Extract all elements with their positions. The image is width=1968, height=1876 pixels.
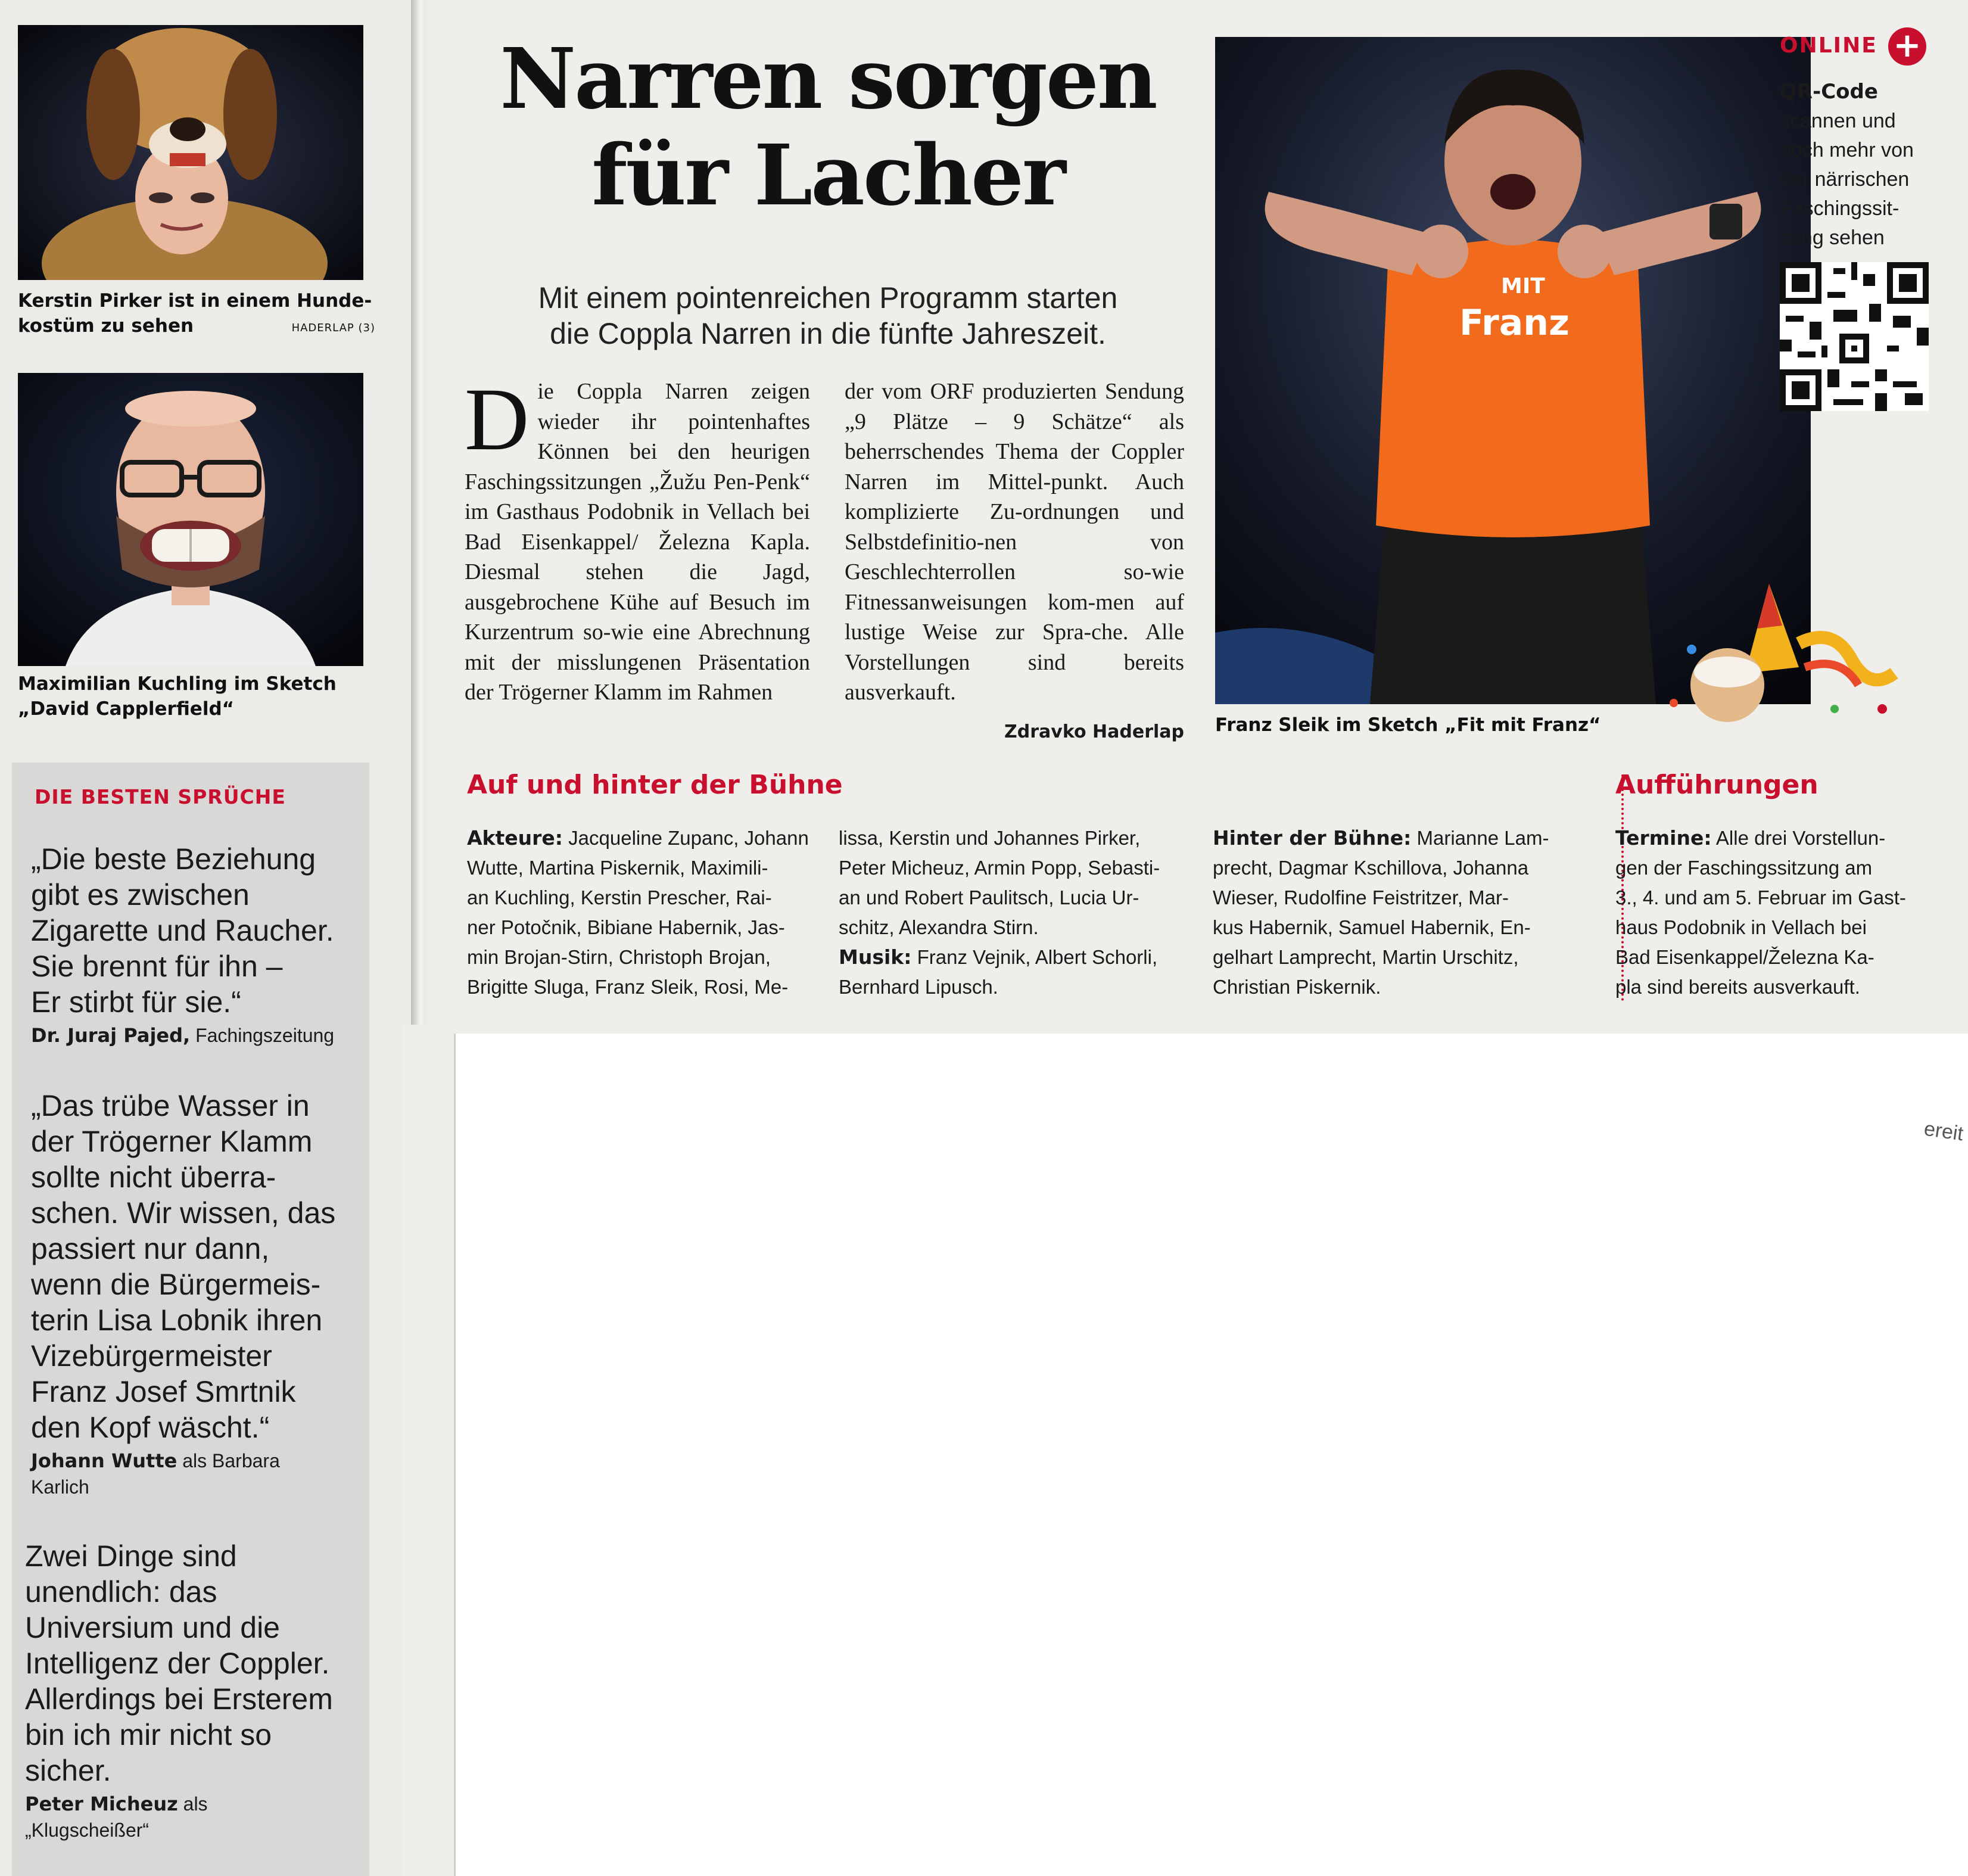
quote-1-author-name: Dr. Juraj Pajed, — [31, 1024, 191, 1047]
actors-line: an und Robert Paulitsch, Lucia Ur- — [839, 886, 1139, 909]
quote-3-author-name: Peter Micheuz — [25, 1793, 178, 1815]
music-line: Bernhard Lipusch. — [839, 976, 998, 998]
drop-cap: D — [465, 370, 530, 469]
backstage-column — [1213, 823, 1570, 1002]
backstage-line: Marianne Lam- — [1416, 827, 1549, 849]
quote-2-line: Franz Josef Smrtnik — [31, 1375, 296, 1408]
actors-line: an Kuchling, Kerstin Prescher, Rai- — [467, 886, 772, 909]
article-headline — [453, 31, 1203, 224]
photo2-caption-line2: „David Capplerfield“ — [18, 698, 235, 720]
photo-man-with-teeth — [18, 373, 363, 666]
quote-3 — [25, 1538, 365, 1843]
quote-1-line: „Die beste Beziehung — [31, 842, 316, 876]
quote-1-author — [31, 1022, 365, 1049]
quote-1-author-role: Fachingszeitung — [195, 1025, 335, 1046]
quote-3-line: unendlich: das — [25, 1575, 217, 1609]
quote-2-line: den Kopf wäscht.“ — [31, 1411, 270, 1444]
quote-3-line: bin ich mir nicht so — [25, 1718, 272, 1751]
quote-3-line: Intelligenz der Coppler. — [25, 1647, 330, 1680]
actors-line: Peter Micheuz, Armin Popp, Sebasti- — [839, 857, 1160, 879]
photo1-caption — [18, 288, 375, 338]
performances-line: Bad Eisenkappel/Železna Ka- — [1615, 946, 1874, 968]
quote-2-line: schen. Wir wissen, das — [31, 1196, 336, 1230]
photo1-caption-line1: Kerstin Pirker ist in einem Hunde- — [18, 290, 372, 312]
dates-label: Termine: — [1615, 826, 1712, 850]
performances-line: Alle drei Vorstellun- — [1715, 827, 1886, 849]
qr-line: der närrischen — [1780, 168, 1910, 191]
quote-1-line: Sie brennt für ihn – — [31, 950, 283, 983]
quote-1-line: gibt es zwischen — [31, 878, 250, 911]
plus-icon: + — [1888, 27, 1926, 66]
qr-line: zung sehen — [1780, 226, 1885, 249]
quote-3-line: Zwei Dinge sind — [25, 1539, 237, 1573]
performances-line: pla sind bereits ausverkauft. — [1615, 976, 1860, 998]
photo2-caption-line1: Maximilian Kuchling im Sketch — [18, 673, 337, 695]
headline-line-1: Narren sorgen — [500, 30, 1156, 128]
article-body-column-1 — [465, 370, 810, 708]
actors-label: Akteure: — [467, 826, 563, 850]
edge-text-fragment: ereit — [1922, 1117, 1965, 1146]
quote-3-line: sicher. — [25, 1754, 111, 1787]
backstage-label: Hinter der Bühne: — [1213, 826, 1412, 850]
actors-line: Jacqueline Zupanc, Johann — [568, 827, 809, 849]
behind-stage-heading: Auf und hinter der Bühne — [467, 770, 843, 800]
qr-line: scannen und — [1780, 110, 1896, 132]
photo2-caption — [18, 671, 375, 721]
qr-line: noch mehr von — [1780, 139, 1914, 161]
qr-description — [1780, 77, 1953, 253]
performances-heading — [1615, 770, 1818, 800]
performances-text — [1615, 823, 1925, 1002]
quote-2-author-role: als Barbara — [182, 1450, 280, 1471]
online-label: ONLINE — [1780, 33, 1877, 58]
photo-credit: HADERLAP (3) — [291, 322, 375, 334]
backstage-line: Christian Piskernik. — [1213, 976, 1381, 998]
performances-line: haus Podobnik in Vellach bei — [1615, 916, 1867, 938]
quote-3-author — [25, 1791, 365, 1843]
quote-2-line: terin Lisa Lobnik ihren — [31, 1303, 323, 1337]
actors-line: Wutte, Martina Piskernik, Maximili- — [467, 857, 768, 879]
quote-2-author-name: Johann Wutte — [31, 1449, 178, 1472]
article-body-column-2 — [845, 377, 1184, 747]
blank-sheet — [454, 1034, 1968, 1876]
qr-title: QR-Code — [1780, 80, 1878, 104]
quote-2-line: passiert nur dann, — [31, 1232, 270, 1265]
actors-line: schitz, Alexandra Stirn. — [839, 916, 1039, 938]
headline-line-2: für Lacher — [591, 127, 1064, 225]
performances-line: gen der Faschingssitzung am — [1615, 857, 1873, 879]
carnival-decoration-image — [1656, 572, 1918, 727]
photo-dog-costume — [18, 25, 363, 280]
quote-1-line: Zigarette und Raucher. — [31, 914, 334, 947]
main-photo-caption: Franz Sleik im Sketch „Fit mit Franz“ — [1215, 714, 1601, 736]
quote-3-author-role: als — [183, 1793, 208, 1815]
actors-line: min Brojan-Stirn, Christoph Brojan, — [467, 946, 771, 968]
actors-line: Brigitte Sluga, Franz Sleik, Rosi, Me- — [467, 976, 789, 998]
shirt-text-mit: MIT — [1501, 274, 1545, 298]
actors-line: lissa, Kerstin und Johannes Pirker, — [839, 827, 1141, 849]
quote-2-line: „Das trübe Wasser in — [31, 1089, 310, 1122]
subhead-line-1: Mit einem pointenreichen Programm starten — [538, 281, 1118, 315]
shirt-text-franz: Franz — [1459, 302, 1570, 344]
backstage-line: precht, Dagmar Kschillova, Johanna — [1213, 857, 1529, 879]
music-line: Franz Vejnik, Albert Schorli, — [917, 946, 1158, 968]
quote-2 — [31, 1088, 365, 1500]
quote-2-line: sollte nicht überra- — [31, 1161, 276, 1194]
qr-line: Faschingssit- — [1780, 197, 1900, 220]
subhead-line-2: die Coppla Narren in die fünfte Jahreszeit. — [550, 317, 1106, 350]
actors-column-2 — [839, 823, 1190, 1002]
backstage-line: Wieser, Rudolfine Feistritzer, Mar- — [1213, 886, 1509, 909]
article-body-text-1: ie Coppla Narren zeigen wieder ihr pointenhaftes Können bei den heurigen Faschingssitzungen „Žužu Pen-Penk“ im Gasthaus Podobnik in Vellach bei Bad Eisenkappel/ Železna Kapla. Diesmal stehen die Jagd, ausgebrochene Kühe auf Besuch im Kurzentrum so-wie eine Abrechnung mit der misslungenen Präsentation der Trögerner Klamm im Rahmen — [465, 379, 810, 705]
actors-line: ner Potočnik, Bibiane Habernik, Jas- — [467, 916, 785, 938]
quote-3-author-role-line2: „Klugscheißer“ — [25, 1819, 150, 1841]
actors-column-1 — [467, 823, 812, 1002]
quote-2-line: der Trögerner Klamm — [31, 1125, 313, 1158]
backstage-line: kus Habernik, Samuel Habernik, En- — [1213, 916, 1531, 938]
article-subheading — [453, 280, 1203, 351]
backstage-line: gelhart Lamprecht, Martin Urschitz, — [1213, 946, 1519, 968]
quote-3-line: Universium und die — [25, 1611, 280, 1644]
music-label: Musik: — [839, 945, 912, 969]
quote-3-line: Allerdings bei Ersterem — [25, 1682, 333, 1716]
quote-2-author — [31, 1448, 365, 1500]
paper-strip — [403, 1025, 456, 1876]
quotes-heading: DIE BESTEN SPRÜCHE — [35, 785, 286, 808]
qr-code-icon[interactable] — [1780, 262, 1929, 411]
quote-2-line: wenn die Bürgermeis- — [31, 1268, 321, 1301]
quote-2-author-role-line2: Karlich — [31, 1476, 89, 1498]
quote-2-line: Vizebürgermeister — [31, 1339, 272, 1373]
quote-1 — [31, 841, 365, 1049]
performances-line: 3., 4. und am 5. Februar im Gast- — [1615, 886, 1906, 909]
article-body-text-2: der vom ORF produzierten Sendung „9 Plätze – 9 Schätze“ als beherrschendes Thema der Coppler Narren im Mittel-punkt. Auch komplizierte Zu-ordnungen und Selbstdefinitio-nen von Geschlechterrollen so-wie Fitnessanweisungen kom-men auf lustige Weise zur Spra-che. Alle Vorstellungen sind bereits ausverkauft. — [845, 379, 1184, 705]
photo1-caption-line2: kostüm zu sehen — [18, 315, 194, 337]
quote-1-line: Er stirbt für sie.“ — [31, 985, 241, 1019]
performances-heading-text: Aufführungen — [1615, 770, 1818, 800]
article-author: Zdravko Haderlap — [1004, 721, 1184, 742]
